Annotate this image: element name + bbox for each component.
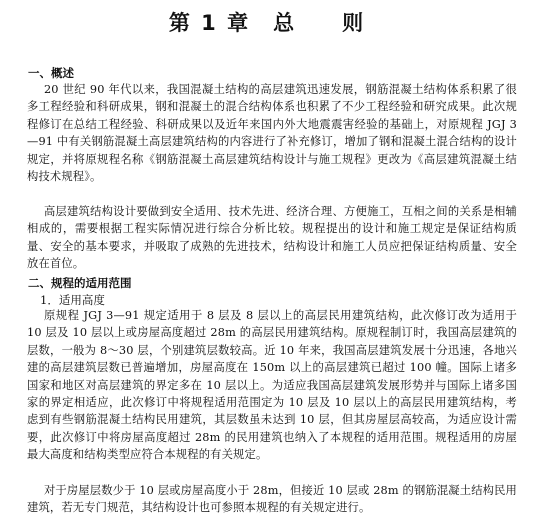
section-heading-overview: 一、概述	[28, 66, 74, 80]
subheading-applicable-height: 1．适用高度	[40, 293, 105, 307]
scope-paragraph-2: 对于房屋层数少于 10 层或房屋高度小于 28m，但接近 10 层或 28m 的钢筋混凝土结构民用建筑，若无专门规范，其结构设计也可参照本规程的有关规定进行。	[27, 484, 517, 515]
overview-paragraph-2: 高层建筑结构设计要做到安全适用、技术先进、经济合理、方便施工，互相之间的关系是相辅相成的，需要根据工程实际情况进行综合分析比较。规程提出的设计和施工规定是保证结构质量、安全的基本要求，并吸取了成熟的先进技术，结构设计和施工人员应把保证结构质量、安全放在首位。	[27, 205, 517, 271]
scope-paragraph-1: 原规程 JGJ 3—91 规定适用于 8 层及 8 层以上的高层民用建筑结构，此次修订改为适用于 10 层及 10 层以上或房屋高度超过 28m 的高层民用建筑结构。原规程制订时，我国高层建筑的层数，一般为 8～30 层，个别建筑层数较高。近 10 年来，我国高层建筑发展十分迅速，各地兴建的高层建筑层数已普遍增加，房屋高度在 150m 以上的高层建筑已超过 100 幢。国际上诸多国家和地区对高层建筑的界定多在 10 层以上。为适应我国高层建筑发展形势并与国际上诸多国家的界定相适应，此次修订中将规程适用范围定为 10 层及 10 层以上的高层民用建筑结构，考虑到有些钢筋混凝土结构民用建筑，其层数虽未达到 10 层，但其房屋层高较高，为适应设计需要，此次修订中将房屋高度超过 28m 的民用建筑也纳入了本规程的适用范围。规程适用的房屋最大高度和结构类型应符合本规程的有关规定。	[27, 309, 517, 462]
section-heading-scope: 二、规程的适用范围	[28, 276, 132, 290]
chapter-title: 第 1 章 总 则	[168, 11, 366, 35]
overview-paragraph-1: 20 世纪 90 年代以来，我国混凝土结构的高层建筑迅速发展，钢筋混凝土结构体系积累了很多工程经验和科研成果，钢和混凝土的混合结构体系也积累了不少工程经验和研究成果。此次规程修订在总结工程经验、科研成果以及近年来国内外大地震震害经验的基础上，对原规程 JGJ 3—91 中有关钢筋混凝土高层建筑结构的内容进行了补充修订，增加了钢和混凝土混合结构的设计规定，并将原规程名称《钢筋混凝土高层建筑结构设计与施工规程》更改为《高层建筑混凝土结构技术规程》。	[27, 83, 517, 184]
